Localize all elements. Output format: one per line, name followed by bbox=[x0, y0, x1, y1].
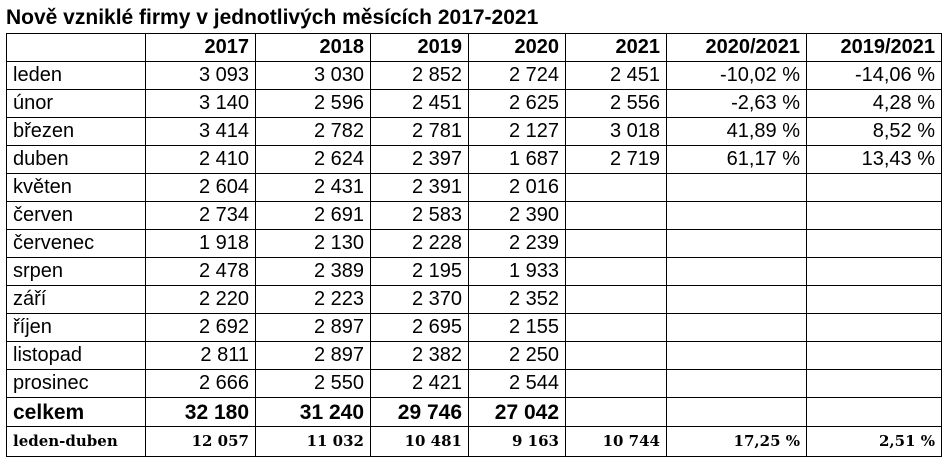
value-cell: 2 410 bbox=[146, 146, 256, 174]
value-cell: 3 140 bbox=[146, 90, 256, 118]
table-row bbox=[7, 202, 942, 230]
value-cell bbox=[667, 314, 807, 342]
value-cell: 11 032 bbox=[256, 427, 371, 457]
value-cell: 2 382 bbox=[371, 342, 469, 370]
value-cell: 2 719 bbox=[566, 146, 667, 174]
value-cell: 2 897 bbox=[256, 314, 371, 342]
row-label-cell: prosinec bbox=[7, 370, 146, 398]
value-cell: 3 414 bbox=[146, 118, 256, 146]
value-cell: 2 724 bbox=[469, 62, 566, 90]
value-cell: 9 163 bbox=[469, 427, 566, 457]
value-cell bbox=[667, 258, 807, 286]
row-label-cell: únor bbox=[7, 90, 146, 118]
value-cell: 61,17 % bbox=[667, 146, 807, 174]
value-cell bbox=[566, 174, 667, 202]
table-row bbox=[7, 146, 942, 174]
value-cell: 2 695 bbox=[371, 314, 469, 342]
value-cell bbox=[667, 398, 807, 427]
value-cell bbox=[807, 202, 942, 230]
value-cell: 2 691 bbox=[256, 202, 371, 230]
value-cell: 2 127 bbox=[469, 118, 566, 146]
value-cell: 4,28 % bbox=[807, 90, 942, 118]
value-cell: 1 687 bbox=[469, 146, 566, 174]
value-cell: 2 625 bbox=[469, 90, 566, 118]
value-cell bbox=[667, 174, 807, 202]
value-cell: 13,43 % bbox=[807, 146, 942, 174]
row-label-cell: červenec bbox=[7, 230, 146, 258]
value-cell: -10,02 % bbox=[667, 62, 807, 90]
value-cell: 2 390 bbox=[469, 202, 566, 230]
table-row bbox=[7, 90, 942, 118]
value-cell: 2 451 bbox=[566, 62, 667, 90]
row-label-cell: březen bbox=[7, 118, 146, 146]
value-cell: 27 042 bbox=[469, 398, 566, 427]
value-cell bbox=[667, 202, 807, 230]
value-cell: 2019 bbox=[371, 34, 469, 62]
value-cell: 2 811 bbox=[146, 342, 256, 370]
value-cell bbox=[807, 258, 942, 286]
value-cell: 2 556 bbox=[566, 90, 667, 118]
row-label-cell: říjen bbox=[7, 314, 146, 342]
value-cell: 2 431 bbox=[256, 174, 371, 202]
value-cell: -14,06 % bbox=[807, 62, 942, 90]
value-cell bbox=[566, 202, 667, 230]
value-cell: 2 352 bbox=[469, 286, 566, 314]
value-cell bbox=[667, 342, 807, 370]
value-cell: 3 018 bbox=[566, 118, 667, 146]
row-label-cell: duben bbox=[7, 146, 146, 174]
value-cell: 41,89 % bbox=[667, 118, 807, 146]
table-row bbox=[7, 174, 942, 202]
row-label-cell: květen bbox=[7, 174, 146, 202]
value-cell: 10 744 bbox=[566, 427, 667, 457]
value-cell: 2 734 bbox=[146, 202, 256, 230]
row-label-cell bbox=[7, 34, 146, 62]
row-label-cell: červen bbox=[7, 202, 146, 230]
value-cell: 2 016 bbox=[469, 174, 566, 202]
value-cell: 31 240 bbox=[256, 398, 371, 427]
row-label-cell: celkem bbox=[7, 398, 146, 427]
row-label-cell: srpen bbox=[7, 258, 146, 286]
value-cell: 2 583 bbox=[371, 202, 469, 230]
value-cell bbox=[566, 314, 667, 342]
value-cell: 10 481 bbox=[371, 427, 469, 457]
row-label-cell: leden-duben bbox=[7, 427, 146, 457]
value-cell: 3 030 bbox=[256, 62, 371, 90]
value-cell: 2 897 bbox=[256, 342, 371, 370]
value-cell: 2,51 % bbox=[807, 427, 942, 457]
table-row bbox=[7, 230, 942, 258]
table-row bbox=[7, 118, 942, 146]
table-row bbox=[7, 258, 942, 286]
value-cell: 2 781 bbox=[371, 118, 469, 146]
value-cell bbox=[807, 398, 942, 427]
table-row bbox=[7, 342, 942, 370]
data-table bbox=[6, 33, 942, 457]
value-cell bbox=[566, 398, 667, 427]
table-body bbox=[7, 34, 942, 457]
value-cell: 2 544 bbox=[469, 370, 566, 398]
value-cell: 2 550 bbox=[256, 370, 371, 398]
value-cell: 1 918 bbox=[146, 230, 256, 258]
row-label-cell: listopad bbox=[7, 342, 146, 370]
value-cell: 29 746 bbox=[371, 398, 469, 427]
value-cell bbox=[667, 286, 807, 314]
value-cell bbox=[566, 286, 667, 314]
value-cell: 2 391 bbox=[371, 174, 469, 202]
value-cell: 2 852 bbox=[371, 62, 469, 90]
value-cell: 2 596 bbox=[256, 90, 371, 118]
value-cell bbox=[807, 230, 942, 258]
value-cell: 2 130 bbox=[256, 230, 371, 258]
value-cell: 2 604 bbox=[146, 174, 256, 202]
total-row bbox=[7, 398, 942, 427]
value-cell: 2 220 bbox=[146, 286, 256, 314]
value-cell: 2 692 bbox=[146, 314, 256, 342]
value-cell: 2 223 bbox=[256, 286, 371, 314]
value-cell: 2 397 bbox=[371, 146, 469, 174]
value-cell: 2 782 bbox=[256, 118, 371, 146]
header-row bbox=[7, 34, 942, 62]
value-cell: 2 239 bbox=[469, 230, 566, 258]
value-cell: 3 093 bbox=[146, 62, 256, 90]
value-cell: 32 180 bbox=[146, 398, 256, 427]
value-cell: 2 155 bbox=[469, 314, 566, 342]
value-cell bbox=[807, 314, 942, 342]
table-row bbox=[7, 62, 942, 90]
table-row bbox=[7, 370, 942, 398]
value-cell: 2 451 bbox=[371, 90, 469, 118]
value-cell bbox=[566, 342, 667, 370]
value-cell: 2021 bbox=[566, 34, 667, 62]
value-cell bbox=[807, 286, 942, 314]
value-cell: 2 421 bbox=[371, 370, 469, 398]
value-cell bbox=[807, 370, 942, 398]
value-cell: 2019/2021 bbox=[807, 34, 942, 62]
value-cell: 1 933 bbox=[469, 258, 566, 286]
value-cell: 2020 bbox=[469, 34, 566, 62]
value-cell: 8,52 % bbox=[807, 118, 942, 146]
value-cell: 2 389 bbox=[256, 258, 371, 286]
value-cell: 2020/2021 bbox=[667, 34, 807, 62]
page-title: Nově vzniklé firmy v jednotlivých měsících 2017-2021 bbox=[6, 6, 539, 29]
value-cell: 17,25 % bbox=[667, 427, 807, 457]
value-cell bbox=[566, 230, 667, 258]
value-cell bbox=[807, 174, 942, 202]
value-cell: 2 666 bbox=[146, 370, 256, 398]
value-cell: 2 195 bbox=[371, 258, 469, 286]
value-cell: 2 370 bbox=[371, 286, 469, 314]
value-cell: 2 250 bbox=[469, 342, 566, 370]
value-cell: 2 228 bbox=[371, 230, 469, 258]
value-cell bbox=[667, 230, 807, 258]
value-cell: 2018 bbox=[256, 34, 371, 62]
value-cell: 2 478 bbox=[146, 258, 256, 286]
table-row bbox=[7, 314, 942, 342]
value-cell bbox=[566, 370, 667, 398]
row-label-cell: září bbox=[7, 286, 146, 314]
value-cell: -2,63 % bbox=[667, 90, 807, 118]
period-row bbox=[7, 427, 942, 457]
value-cell: 12 057 bbox=[146, 427, 256, 457]
value-cell bbox=[807, 342, 942, 370]
value-cell bbox=[566, 258, 667, 286]
row-label-cell: leden bbox=[7, 62, 146, 90]
table-row bbox=[7, 286, 942, 314]
value-cell: 2017 bbox=[146, 34, 256, 62]
value-cell bbox=[667, 370, 807, 398]
value-cell: 2 624 bbox=[256, 146, 371, 174]
